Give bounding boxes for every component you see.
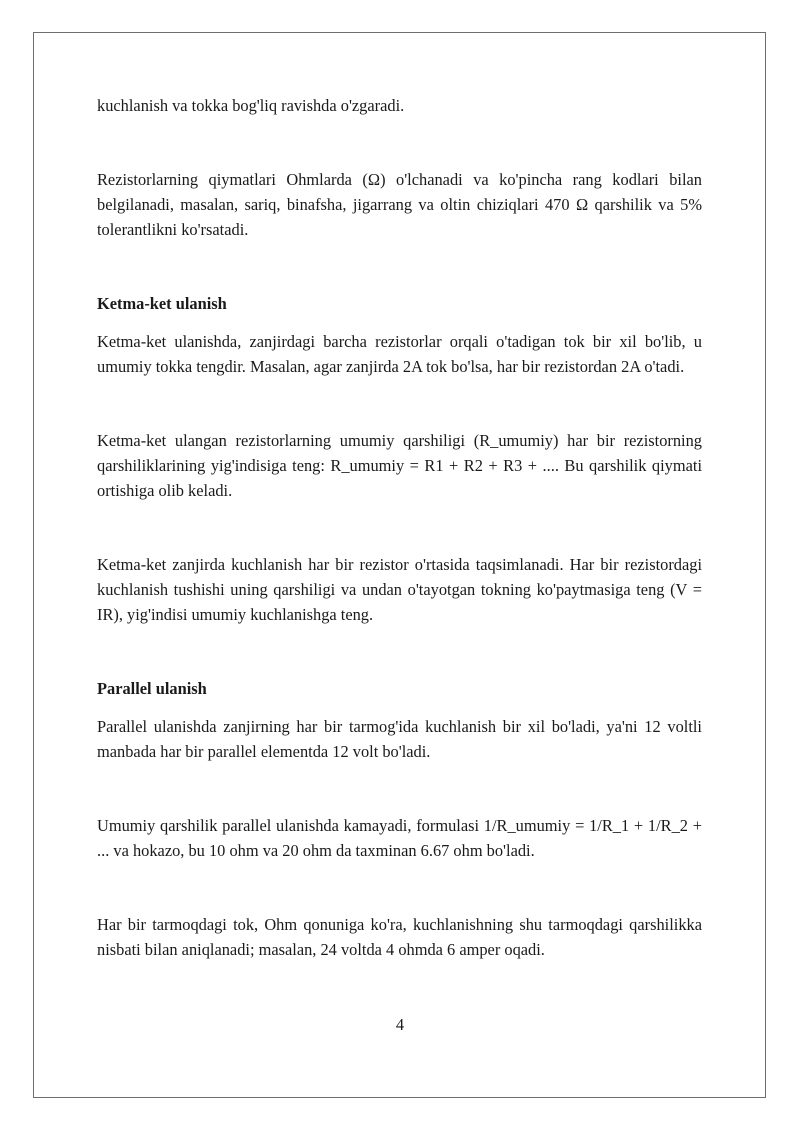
heading-parallel-connection: Parallel ulanish xyxy=(97,679,207,698)
paragraph-series-resistance: Ketma-ket ulangan rezistorlarning umumiy qarshiligi (R_umumiy) har bir rezistorning qarshiliklarining yig'indisiga teng: R_umumiy = R1 + R2 + R3 + .... Bu qarshilik qiymati ortishiga olib keladi. xyxy=(97,431,702,500)
paragraph-series-voltage: Ketma-ket zanjirda kuchlanish har bir rezistor o'rtasida taqsimlanadi. Har bir rezistordagi kuchlanish tushishi uning qarshiligi va undan o'tayotgan tokning ko'paytmasiga teng (V = IR), yig'indisi umumiy kuchlanishga teng. xyxy=(97,555,702,624)
paragraph-parallel-voltage: Parallel ulanishda zanjirning har bir tarmog'ida kuchlanish bir xil bo'ladi, ya'ni 12 voltli manbada har bir parallel elementda 12 volt bo'ladi. xyxy=(97,717,702,761)
page-number: 4 xyxy=(395,1015,405,1034)
paragraph-voltage-current: kuchlanish va tokka bog'liq ravishda o'zgaradi. xyxy=(97,96,405,115)
heading-series-connection: Ketma-ket ulanish xyxy=(97,294,227,313)
paragraph-parallel-resistance: Umumiy qarshilik parallel ulanishda kamayadi, formulasi 1/R_umumiy = 1/R_1 + 1/R_2 + ... va hokazo, bu 10 ohm va 20 ohm da taxminan 6.67 ohm bo'ladi. xyxy=(97,816,702,860)
paragraph-series-current: Ketma-ket ulanishda, zanjirdagi barcha rezistorlar orqali o'tadigan tok bir xil bo'lib, u umumiy tokka tengdir. Masalan, agar zanjirda 2A tok bo'lsa, har bir rezistordan 2A o'tadi. xyxy=(97,332,702,376)
paragraph-parallel-current: Har bir tarmoqdagi tok, Ohm qonuniga ko'ra, kuchlanishning shu tarmoqdagi qarshilikka nisbati bilan aniqlanadi; masalan, 24 voltda 4 ohmda 6 amper oqadi. xyxy=(97,915,702,959)
paragraph-resistor-values: Rezistorlarning qiymatlari Ohmlarda (Ω) o'lchanadi va ko'pincha rang kodlari bilan belgilanadi, masalan, sariq, binafsha, jigarrang va oltin chiziqlari 470 Ω qarshilik va 5% tolerantlikni ko'rsatadi. xyxy=(97,170,702,239)
document-body xyxy=(97,93,702,962)
